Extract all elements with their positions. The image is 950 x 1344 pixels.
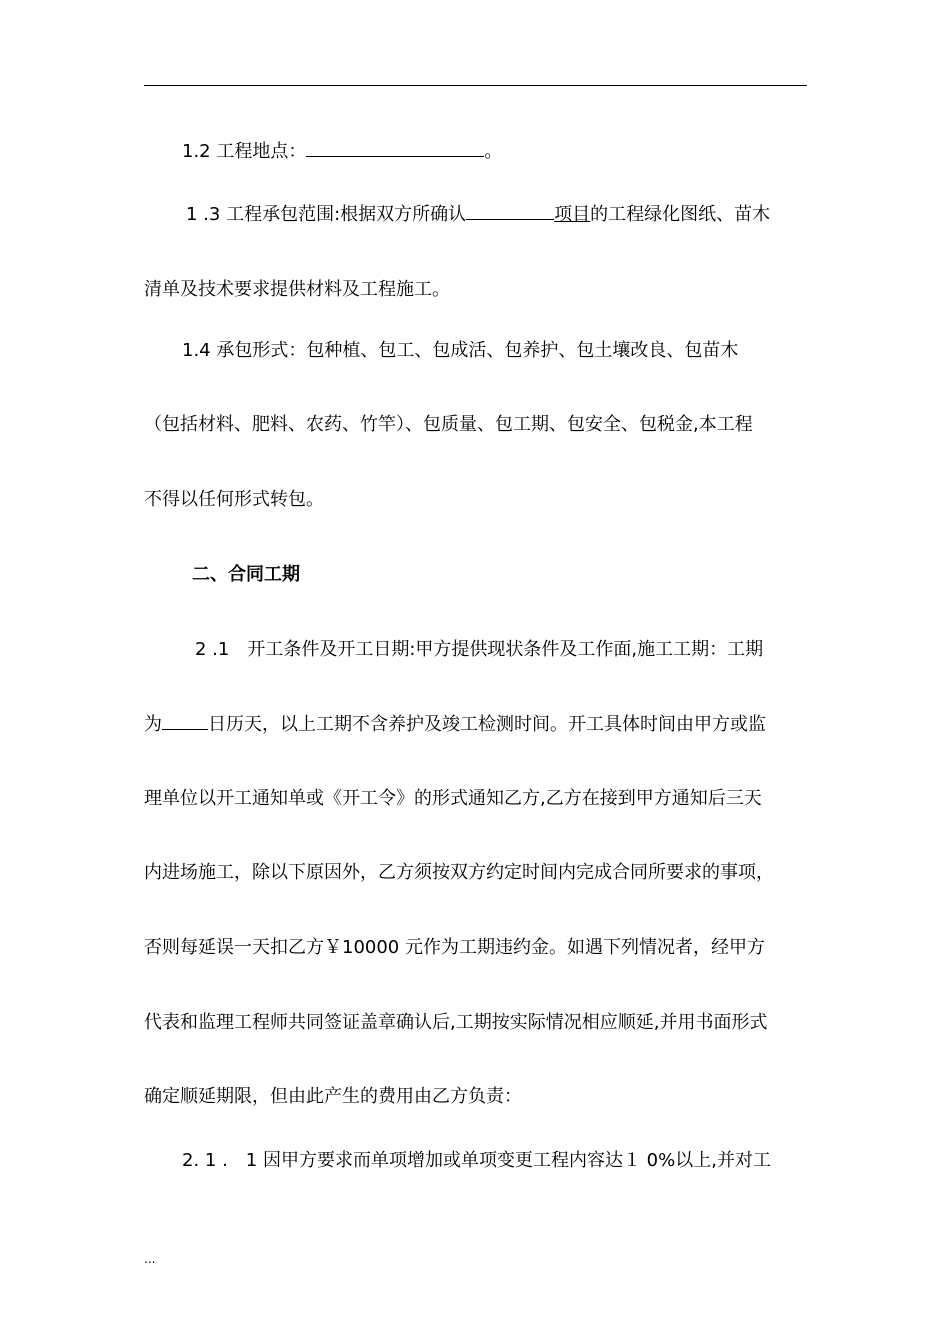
project-location-blank <box>306 140 484 157</box>
scope-project-word: 项目 <box>554 204 591 225</box>
duration-rest: 日历天，以上工期不含养护及竣工检测时间。开工具体时间由甲方或监 <box>208 714 766 735</box>
scope-blank <box>466 203 554 220</box>
paragraph-2-1: 2 .1 开工条件及开工日期:甲方提供现状条件及工作面,施工工期：工期 <box>195 639 764 660</box>
section-heading-contract-period: 二、合同工期 <box>192 564 300 585</box>
paragraph-2-1-cont-5: 代表和监理工程师共同签证盖章确认后,工期按实际情况相应顺延,并用书面形式 <box>144 1012 768 1033</box>
paragraph-1-2 <box>182 140 502 162</box>
header-rule <box>144 85 807 86</box>
paragraph-1-3-cont: 清单及技术要求提供材料及工程施工。 <box>144 279 450 300</box>
paragraph-2-1-cont-4: 否则每延误一天扣乙方￥10000 元作为工期违约金。如遇下列情况者，经甲方 <box>144 937 765 958</box>
paragraph-1-4-cont-2: 不得以任何形式转包。 <box>144 489 324 510</box>
paragraph-2-1-cont-3: 内进场施工，除以下原因外，乙方须按双方约定时间内完成合同所要求的事项， <box>144 862 774 883</box>
duration-prefix: 为 <box>144 714 162 735</box>
scope-label: 1 .3 工程承包范围:根据双方所确认 <box>186 204 467 225</box>
paragraph-1-4-cont-1: （包括材料、肥料、农药、竹竿）、包质量、包工期、包安全、包税金,本工程 <box>144 414 753 435</box>
duration-blank <box>162 713 208 730</box>
paragraph-2-1-cont-1 <box>144 713 766 735</box>
scope-rest: 的工程绿化图纸、苗木 <box>590 204 771 225</box>
paragraph-2-1-cont-2: 理单位以开工通知单或《开工令》的形式通知乙方,乙方在接到甲方通知后三天 <box>144 788 762 809</box>
paragraph-1-3 <box>186 203 770 225</box>
paragraph-2-1-cont-6: 确定顺延期限，但由此产生的费用由乙方负责： <box>144 1086 522 1107</box>
project-location-label: 1.2 工程地点： <box>182 141 307 162</box>
project-location-period: 。 <box>484 141 503 162</box>
paragraph-2-1-1: 2. 1 . 1 因甲方要求而单项增加或单项变更工程内容达１ 0%以上,并对工 <box>182 1150 771 1171</box>
paragraph-1-4: 1.4 承包形式：包种植、包工、包成活、包养护、包土壤改良、包苗木 <box>182 340 739 361</box>
page-footer-ellipsis: ... <box>144 1252 156 1266</box>
